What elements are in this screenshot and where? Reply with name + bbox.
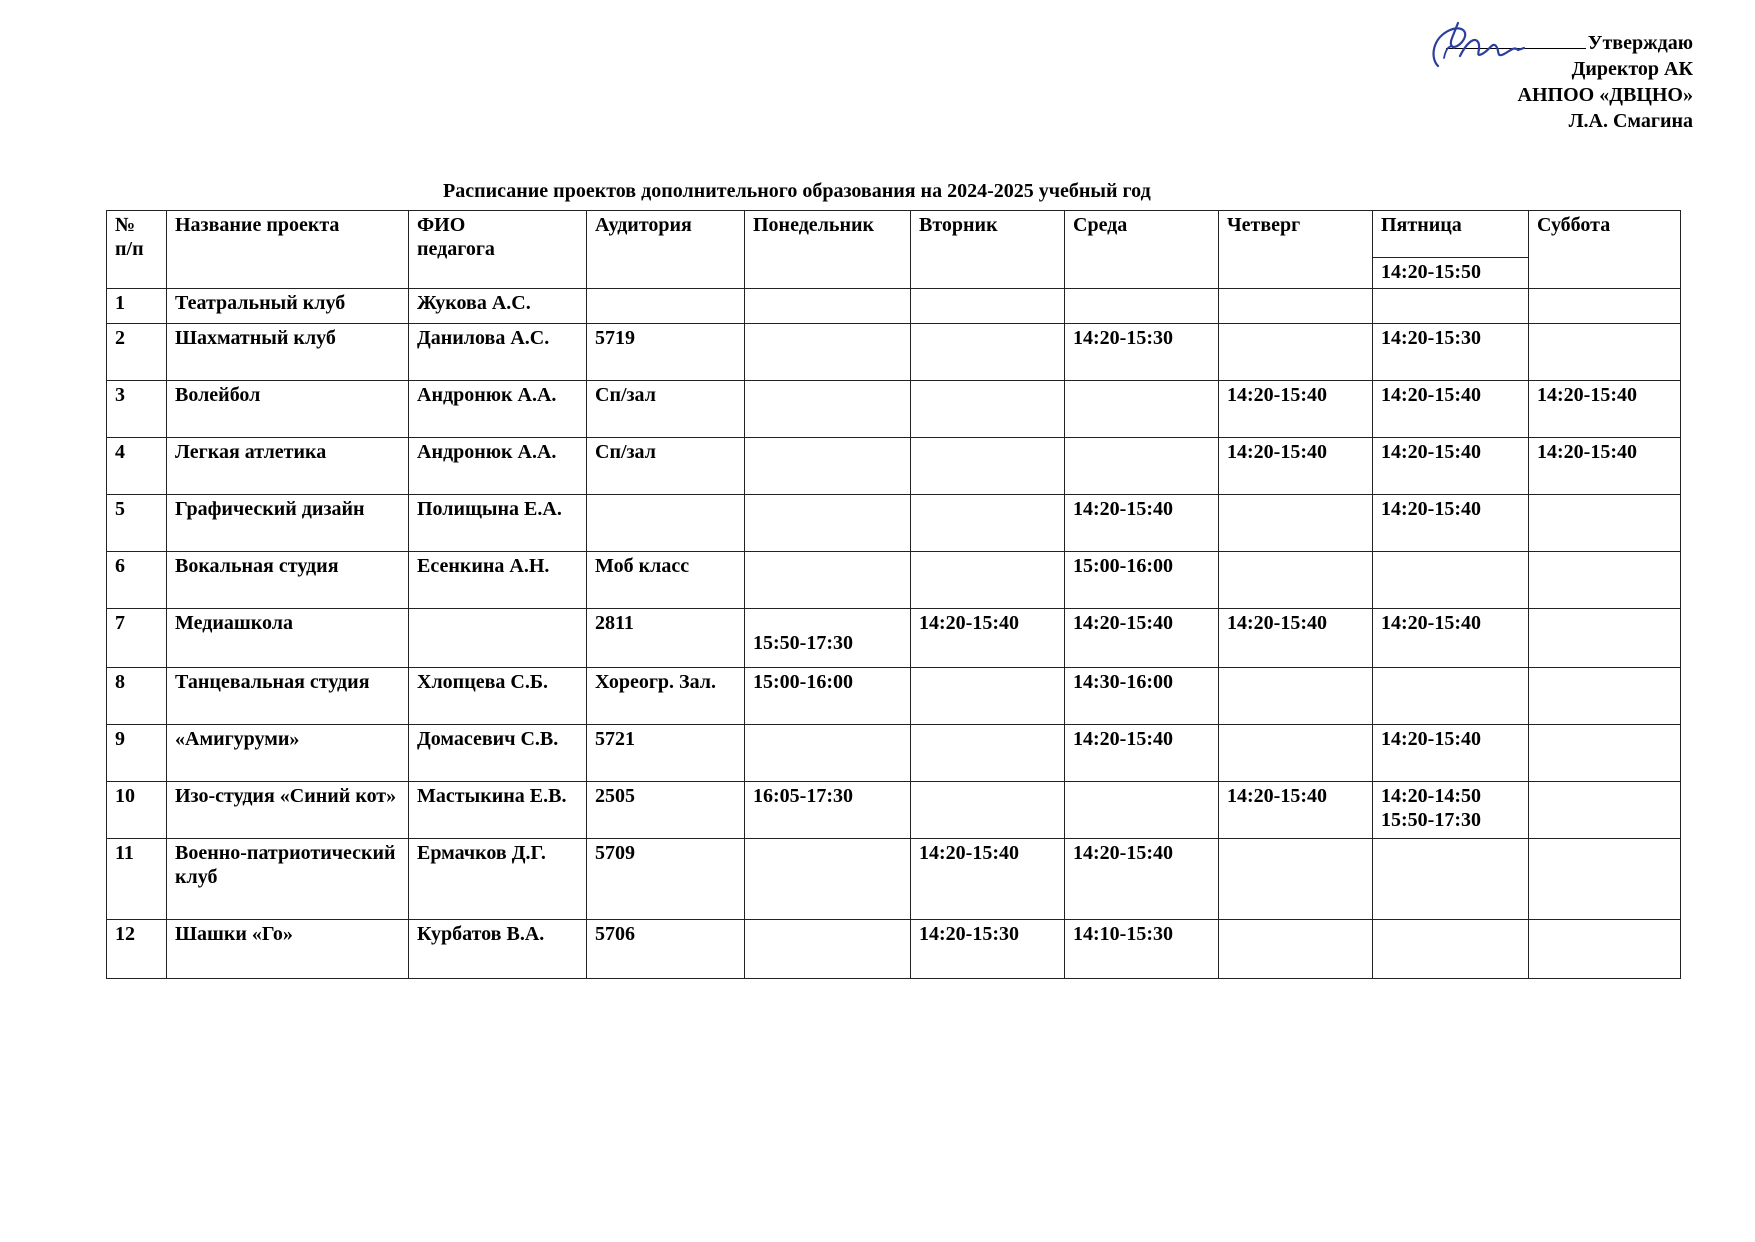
cell-friday: 14:20-15:40	[1373, 495, 1529, 552]
cell-tuesday	[911, 324, 1065, 381]
approval-position: Директор АК	[1571, 58, 1693, 80]
header-project: Название проекта	[167, 211, 409, 289]
cell-friday	[1373, 920, 1529, 979]
cell-wednesday	[1065, 289, 1219, 324]
cell-monday	[745, 552, 911, 609]
table-row	[107, 725, 1681, 782]
cell-thursday	[1219, 552, 1373, 609]
cell-tuesday: 14:20-15:30	[911, 920, 1065, 979]
cell-teacher: Ермачков Д.Г.	[409, 839, 587, 920]
table-row	[107, 920, 1681, 979]
cell-project: Графический дизайн	[167, 495, 409, 552]
cell-friday-time-2: 15:50-17:30	[1381, 809, 1481, 831]
cell-monday	[745, 324, 911, 381]
cell-tuesday	[911, 289, 1065, 324]
cell-friday: 14:20-15:40	[1373, 381, 1529, 438]
cell-teacher: Есенкина А.Н.	[409, 552, 587, 609]
header-num	[107, 211, 167, 289]
cell-wednesday: 14:20-15:30	[1065, 324, 1219, 381]
cell-room: 5721	[587, 725, 745, 782]
cell-num: 1	[107, 289, 167, 324]
cell-thursday	[1219, 920, 1373, 979]
cell-monday	[745, 495, 911, 552]
cell-tuesday	[911, 495, 1065, 552]
cell-room: 5706	[587, 920, 745, 979]
cell-teacher: Жукова А.С.	[409, 289, 587, 324]
cell-thursday: 14:20-15:40	[1219, 609, 1373, 668]
cell-project: Изо-студия «Синий кот»	[167, 782, 409, 839]
cell-project: Легкая атлетика	[167, 438, 409, 495]
cell-saturday: 14:20-15:40	[1529, 381, 1681, 438]
cell-friday: 14:20-15:40	[1373, 609, 1529, 668]
schedule-table	[106, 210, 1681, 979]
cell-tuesday	[911, 668, 1065, 725]
header-tuesday: Вторник	[911, 211, 1065, 289]
cell-tuesday	[911, 381, 1065, 438]
header-teacher-line2: педагога	[417, 238, 495, 260]
cell-monday	[745, 920, 911, 979]
cell-thursday	[1219, 839, 1373, 920]
cell-wednesday: 14:20-15:40	[1065, 725, 1219, 782]
cell-num: 8	[107, 668, 167, 725]
cell-saturday	[1529, 725, 1681, 782]
approval-organization: АНПОО «ДВЦНО»	[1517, 84, 1693, 106]
cell-saturday	[1529, 289, 1681, 324]
cell-num: 6	[107, 552, 167, 609]
table-row	[107, 381, 1681, 438]
cell-monday	[745, 609, 911, 668]
header-num-line2: п/п	[115, 238, 144, 260]
cell-teacher: Хлопцева С.Б.	[409, 668, 587, 725]
cell-room: Сп/зал	[587, 381, 745, 438]
cell-room	[587, 289, 745, 324]
cell-thursday: 14:20-15:40	[1219, 438, 1373, 495]
cell-thursday: 14:20-15:40	[1219, 782, 1373, 839]
signature-icon	[1400, 18, 1590, 78]
cell-project: Шахматный клуб	[167, 324, 409, 381]
cell-saturday	[1529, 839, 1681, 920]
table-row	[107, 839, 1681, 920]
cell-friday: 14:20-15:40	[1373, 725, 1529, 782]
cell-tuesday	[911, 438, 1065, 495]
cell-wednesday	[1065, 782, 1219, 839]
cell-saturday	[1529, 782, 1681, 839]
cell-saturday	[1529, 668, 1681, 725]
cell-num: 3	[107, 381, 167, 438]
cell-monday	[745, 438, 911, 495]
header-saturday: Суббота	[1529, 211, 1681, 289]
table-header-row	[107, 211, 1681, 258]
cell-wednesday	[1065, 381, 1219, 438]
cell-tuesday: 14:20-15:40	[911, 609, 1065, 668]
cell-friday	[1373, 552, 1529, 609]
cell-wednesday: 14:30-16:00	[1065, 668, 1219, 725]
header-thursday: Четверг	[1219, 211, 1373, 289]
cell-saturday	[1529, 495, 1681, 552]
cell-wednesday: 15:00-16:00	[1065, 552, 1219, 609]
cell-saturday: 14:20-15:40	[1529, 438, 1681, 495]
table-row	[107, 324, 1681, 381]
cell-teacher: Андронюк А.А.	[409, 438, 587, 495]
cell-thursday	[1219, 725, 1373, 782]
header-wednesday: Среда	[1065, 211, 1219, 289]
cell-room	[587, 495, 745, 552]
cell-project: «Амигуруми»	[167, 725, 409, 782]
table-row	[107, 495, 1681, 552]
cell-friday: 14:20-15:40	[1373, 438, 1529, 495]
cell-friday	[1373, 289, 1529, 324]
cell-monday	[745, 381, 911, 438]
cell-thursday: 14:20-15:40	[1219, 381, 1373, 438]
table-row	[107, 609, 1681, 668]
cell-thursday	[1219, 495, 1373, 552]
table-row	[107, 668, 1681, 725]
cell-saturday	[1529, 324, 1681, 381]
cell-project: Театральный клуб	[167, 289, 409, 324]
cell-friday: 14:20-15:30	[1373, 324, 1529, 381]
cell-wednesday: 14:20-15:40	[1065, 839, 1219, 920]
cell-num: 11	[107, 839, 167, 920]
cell-wednesday	[1065, 438, 1219, 495]
cell-room: Хореогр. Зал.	[587, 668, 745, 725]
cell-monday	[745, 839, 911, 920]
table-row	[107, 289, 1681, 324]
cell-room: 5709	[587, 839, 745, 920]
header-num-line1: №	[115, 214, 136, 236]
cell-num: 12	[107, 920, 167, 979]
cell-thursday	[1219, 668, 1373, 725]
table-row	[107, 552, 1681, 609]
cell-tuesday	[911, 552, 1065, 609]
approval-approve-label: Утверждаю	[1587, 32, 1693, 54]
cell-thursday	[1219, 324, 1373, 381]
cell-project: Вокальная студия	[167, 552, 409, 609]
cell-saturday	[1529, 920, 1681, 979]
cell-project: Волейбол	[167, 381, 409, 438]
cell-monday: 16:05-17:30	[745, 782, 911, 839]
cell-teacher: Домасевич С.В.	[409, 725, 587, 782]
cell-teacher: Полищына Е.А.	[409, 495, 587, 552]
header-teacher	[409, 211, 587, 289]
cell-friday-time-1: 14:20-14:50	[1381, 785, 1481, 807]
header-friday-time: 14:20-15:50	[1373, 258, 1529, 289]
cell-friday	[1373, 782, 1529, 839]
cell-monday	[745, 725, 911, 782]
cell-thursday	[1219, 289, 1373, 324]
document-title: Расписание проектов дополнительного образования на 2024-2025 учебный год	[443, 180, 1151, 202]
cell-project: Медиашкола	[167, 609, 409, 668]
cell-teacher: Андронюк А.А.	[409, 381, 587, 438]
cell-monday-time: 15:50-17:30	[753, 632, 853, 654]
header-room: Аудитория	[587, 211, 745, 289]
cell-tuesday	[911, 725, 1065, 782]
cell-num: 9	[107, 725, 167, 782]
cell-teacher: Курбатов В.А.	[409, 920, 587, 979]
cell-room: Моб класс	[587, 552, 745, 609]
cell-project: Танцевальная студия	[167, 668, 409, 725]
approval-director-name: Л.А. Смагина	[1568, 110, 1693, 132]
cell-room: 2811	[587, 609, 745, 668]
cell-monday: 15:00-16:00	[745, 668, 911, 725]
cell-tuesday	[911, 782, 1065, 839]
cell-project: Шашки «Го»	[167, 920, 409, 979]
cell-num: 5	[107, 495, 167, 552]
cell-wednesday: 14:20-15:40	[1065, 609, 1219, 668]
cell-saturday	[1529, 609, 1681, 668]
cell-friday	[1373, 668, 1529, 725]
cell-project: Военно-патриотический клуб	[167, 839, 409, 920]
cell-room: 2505	[587, 782, 745, 839]
cell-teacher: Мастыкина Е.В.	[409, 782, 587, 839]
cell-monday	[745, 289, 911, 324]
header-monday: Понедельник	[745, 211, 911, 289]
cell-tuesday: 14:20-15:40	[911, 839, 1065, 920]
header-teacher-line1: ФИО	[417, 214, 466, 236]
table-row	[107, 438, 1681, 495]
cell-teacher: Данилова А.С.	[409, 324, 587, 381]
cell-teacher	[409, 609, 587, 668]
header-friday: Пятница	[1373, 211, 1529, 258]
cell-num: 4	[107, 438, 167, 495]
cell-num: 2	[107, 324, 167, 381]
cell-friday	[1373, 839, 1529, 920]
cell-room: 5719	[587, 324, 745, 381]
cell-room: Сп/зал	[587, 438, 745, 495]
cell-wednesday: 14:10-15:30	[1065, 920, 1219, 979]
cell-num: 7	[107, 609, 167, 668]
table-row	[107, 782, 1681, 839]
cell-num: 10	[107, 782, 167, 839]
cell-saturday	[1529, 552, 1681, 609]
cell-wednesday: 14:20-15:40	[1065, 495, 1219, 552]
